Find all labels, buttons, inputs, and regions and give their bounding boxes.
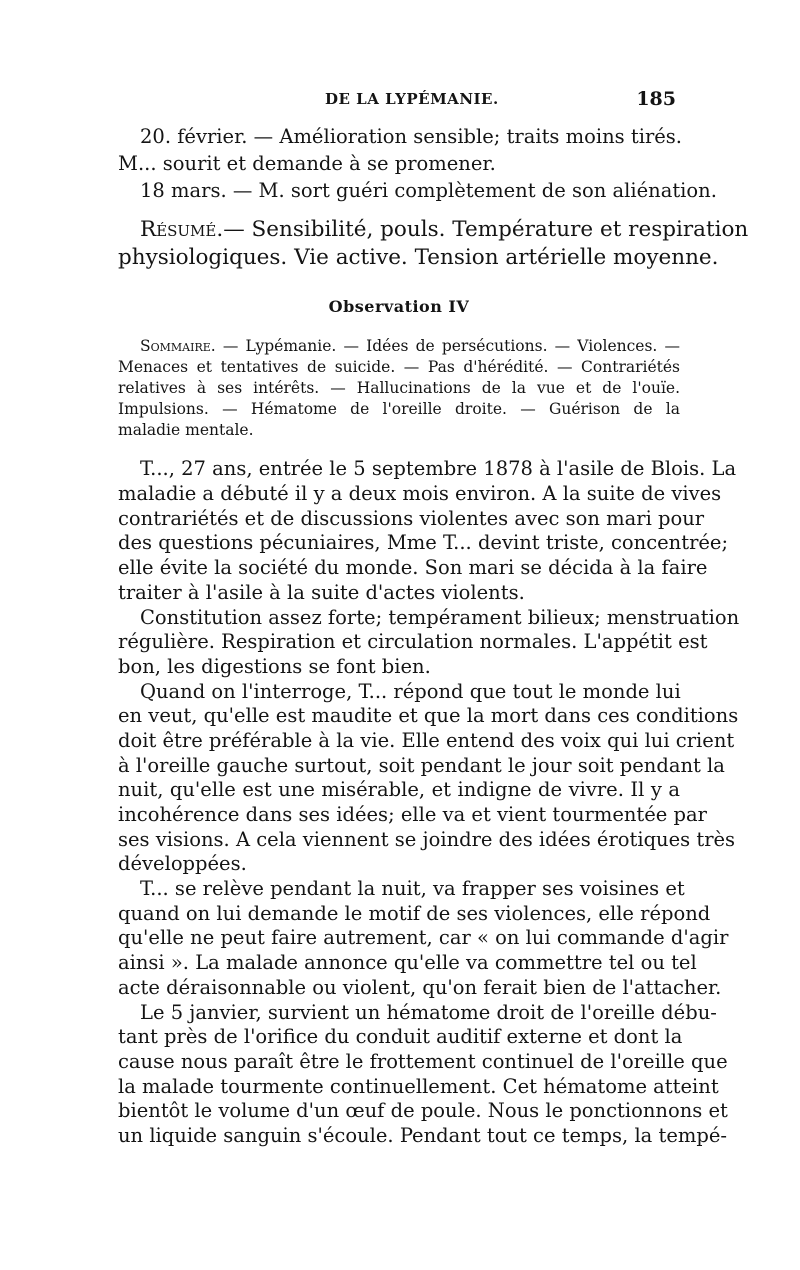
resume-label: Résumé. [140,217,224,243]
summary-line: relatives à ses intérêts. — Hallucinations de la vue et de l'ouïe. [118,379,680,398]
text-line: Le 5 janvier, survient un hématome droit de l'oreille débu- [140,1000,717,1024]
resume-line [118,216,749,244]
page-body [118,124,749,1149]
text-line: elle évite la société du monde. Son mari se décida à la faire [118,556,708,580]
text-line: nuit, qu'elle est une misérable, et indigne de vivre. Il y a [118,778,680,802]
text-line: bon, les digestions se font bien. [118,654,431,678]
text-line: cause nous paraît être le frottement continuel de l'oreille que [118,1049,728,1073]
text-line: en veut, qu'elle est maudite et que la mort dans ces conditions [118,704,739,728]
text-line: ses visions. A cela viennent se joindre des idées érotiques très [118,827,736,851]
text-line: la malade tourmente continuellement. Cet hématome atteint [118,1074,719,1098]
text-line: un liquide sanguin s'écoule. Pendant tout ce temps, la tempé- [118,1123,727,1147]
summary-line: maladie mentale. [118,421,254,440]
text-line: régulière. Respiration et circulation normales. L'appétit est [118,630,708,654]
summary-block [118,336,680,441]
text-line: à l'oreille gauche surtout, soit pendant le jour soit pendant la [118,753,725,777]
journal-line: 18 mars. — M. sort guéri complètement de son aliénation. [140,178,717,202]
page-number: 185 [636,88,676,110]
resume-block [118,216,749,272]
text-line: des questions pécuniaires, Mme T... devint triste, concentrée; [118,531,729,555]
summary-line [118,336,680,357]
text-line: contrariétés et de discussions violentes avec son mari pour [118,506,705,530]
observation-text [118,457,740,1148]
text-line: qu'elle ne peut faire autrement, car « on lui commande d'agir [118,926,729,950]
journal-line: 20. février. — Amélioration sensible; traits moins tirés. [140,125,683,148]
text-line: développées. [118,852,247,876]
text-line: maladie a débuté il y a deux mois environ. A la suite de vives [118,482,722,506]
summary-label: Sommaire. [140,337,216,356]
summary-text: — Lypémanie. — Idées de persécutions. — Violences. — [222,337,680,356]
text-line: Quand on l'interroge, T... répond que tout le monde lui [140,679,681,703]
summary-line: Impulsions. — Hématome de l'oreille droite. — Guérison de la [118,400,680,419]
text-line: incohérence dans ses idées; elle va et vient tourmentée par [118,803,707,827]
journal-line: M... sourit et demande à se promener. [118,151,496,175]
text-line: tant près de l'orifice du conduit auditif externe et dont la [118,1025,683,1049]
resume-line: physiologiques. Vie active. Tension artérielle moyenne. [118,245,719,271]
text-line: Constitution assez forte; tempérament bilieux; menstruation [140,605,740,629]
text-line: bientôt le volume d'un œuf de poule. Nous le ponctionnons et [118,1099,728,1123]
text-line: T... se relève pendant la nuit, va frapper ses voisines et [140,877,685,901]
summary-line: Menaces et tentatives de suicide. — Pas d'hérédité. — Contrariétés [118,358,680,377]
page-header [120,90,680,120]
observation-title: Observation IV [328,297,470,317]
text-line: quand on lui demande le motif de ses violences, elle répond [118,901,711,925]
text-line: T..., 27 ans, entrée le 5 septembre 1878 à l'asile de Blois. La [140,457,737,481]
resume-text: — Sensibilité, pouls. Température et respiration [223,217,749,243]
text-line: doit être préférable à la vie. Elle entend des voix qui lui crient [118,728,735,752]
text-line: traiter à l'asile à la suite d'actes violents. [118,580,525,604]
running-title: DE LA LYPÉMANIE. [325,90,499,108]
text-line: ainsi ». La malade annonce qu'elle va commettre tel ou tel [118,951,697,975]
text-line: acte déraisonnable ou violent, qu'on ferait bien de l'attacher. [118,975,722,999]
